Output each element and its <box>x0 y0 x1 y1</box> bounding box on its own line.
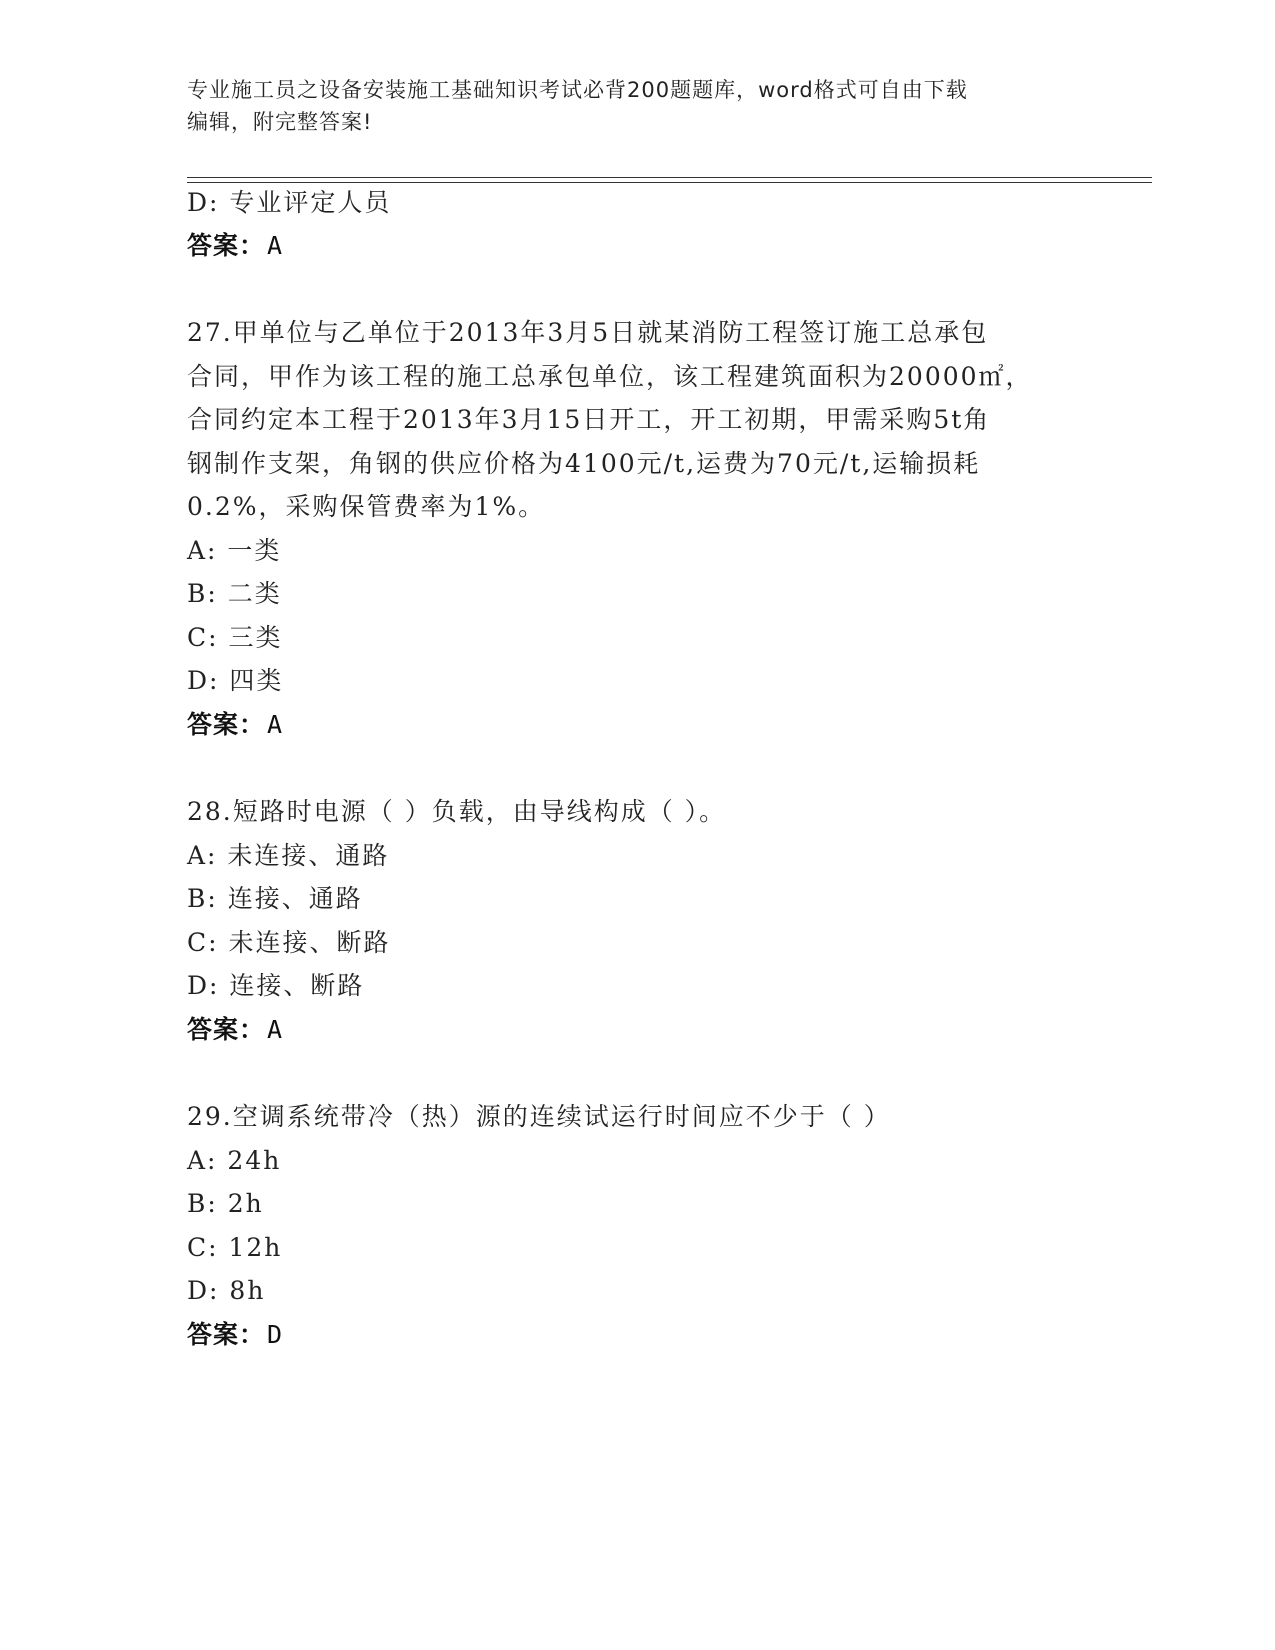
answer-label: 答案： <box>187 1015 266 1044</box>
prev-option-d: D: 专业评定人员 <box>187 188 392 217</box>
q27-text-line: 27.甲单位与乙单位于2013年3月5日就某消防工程签订施工总承包 <box>187 318 989 347</box>
answer-label: 答案： <box>187 231 266 260</box>
q29-question: 29.空调系统带冷（热）源的连续试运行时间应不少于（ ） <box>187 1102 891 1131</box>
q29-option-b: B: 2h <box>187 1189 264 1218</box>
q29-option-a: A: 24h <box>187 1146 282 1175</box>
answer-label: 答案： <box>187 710 266 739</box>
q29-answer <box>187 1320 283 1350</box>
q28-question: 28.短路时电源（ ）负载，由导线构成（ ）。 <box>187 797 727 826</box>
q28-option-a: A: 未连接、通路 <box>187 841 390 870</box>
answer-value: D <box>267 1320 284 1349</box>
header-line-2: 编辑，附完整答案! <box>187 110 373 134</box>
answer-label: 答案： <box>187 1320 266 1349</box>
q27-option-d: D: 四类 <box>187 666 284 695</box>
prev-answer <box>187 231 283 261</box>
q27-option-c: C: 三类 <box>187 623 283 652</box>
q28-option-d: D: 连接、断路 <box>187 971 365 1000</box>
header-divider-top <box>187 177 1152 178</box>
q27-text-line: 0.2%，采购保管费率为1%。 <box>187 492 546 521</box>
answer-value: A <box>267 1015 284 1044</box>
q29-option-d: D: 8h <box>187 1276 266 1305</box>
header-divider-bottom <box>187 182 1152 183</box>
q27-text-line: 钢制作支架，角钢的供应价格为4100元/t,运费为70元/t,运输损耗 <box>187 449 981 478</box>
document-header <box>187 74 1087 138</box>
q27-text-line: 合同约定本工程于2013年3月15日开工，开工初期，甲需采购5t角 <box>187 405 991 434</box>
answer-value: A <box>267 710 284 739</box>
header-line-1: 专业施工员之设备安装施工基础知识考试必背200题题库，word格式可自由下载 <box>187 78 968 102</box>
q28-option-c: C: 未连接、断路 <box>187 928 391 957</box>
q27-option-a: A: 一类 <box>187 536 282 565</box>
q29-option-c: C: 12h <box>187 1233 283 1262</box>
q28-answer <box>187 1015 283 1045</box>
q27-text-line: 合同，甲作为该工程的施工总承包单位，该工程建筑面积为20000㎡， <box>187 362 1033 391</box>
q28-option-b: B: 连接、通路 <box>187 884 363 913</box>
q27-answer <box>187 710 283 740</box>
q27-option-b: B: 二类 <box>187 579 282 608</box>
answer-value: A <box>267 231 284 260</box>
